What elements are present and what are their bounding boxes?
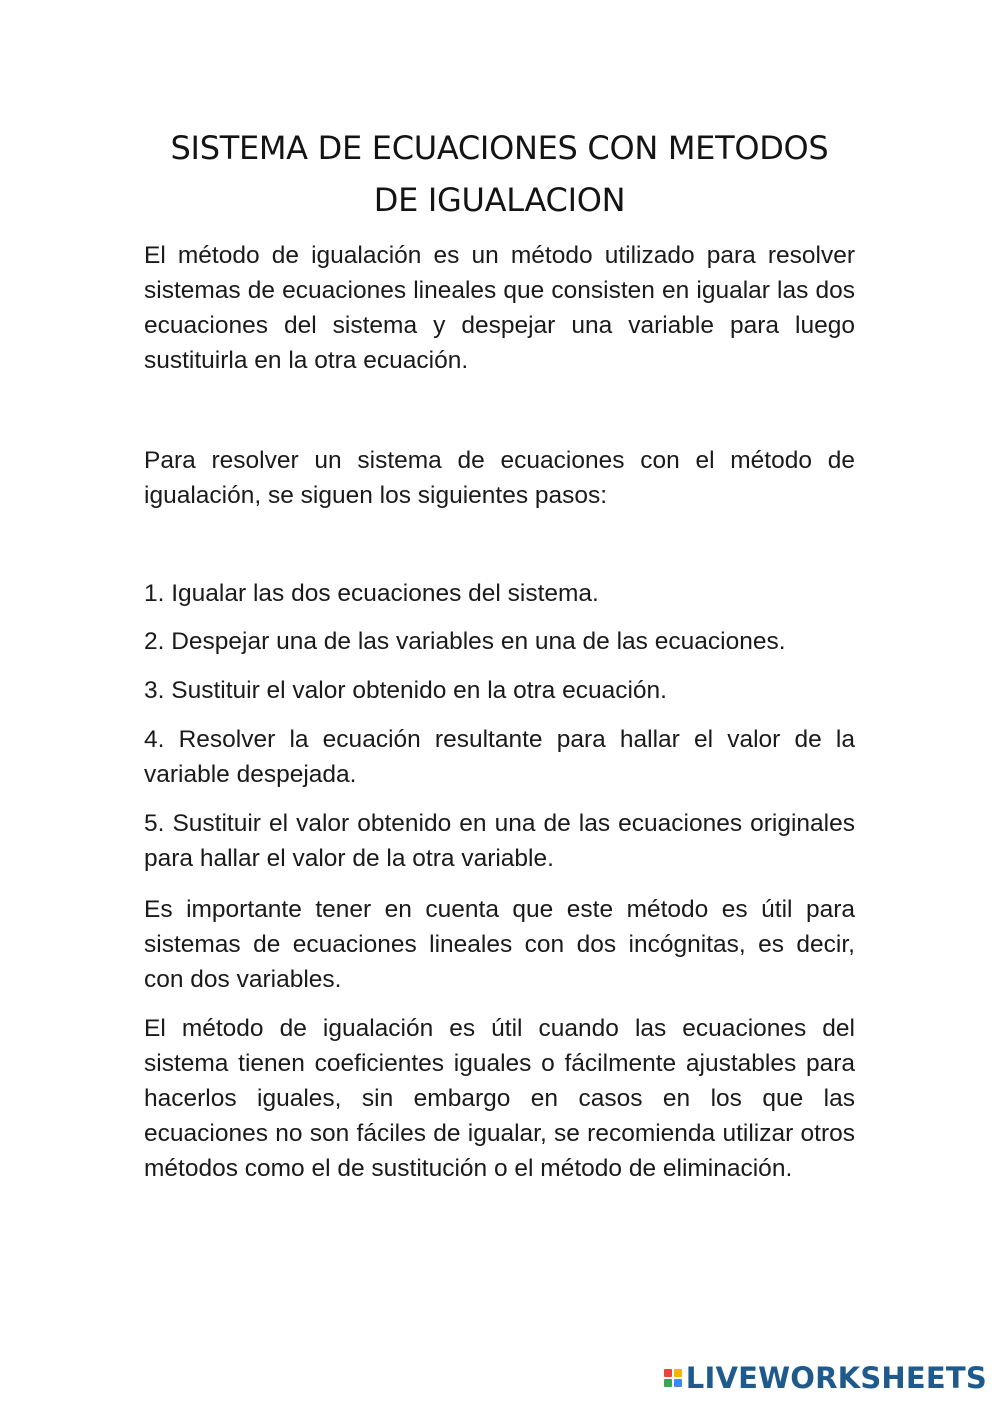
step-item-1: 1. Igualar las dos ecuaciones del sistema. [144, 580, 599, 607]
step-item-5: 5. Sustituir el valor obtenido en una de las ecuaciones originales para hallar el valor de la otra variable. [144, 810, 855, 872]
title-line-1: SISTEMA DE ECUACIONES CON METODOS [170, 129, 829, 167]
intro-paragraph: El método de igualación es un método utilizado para resolver sistemas de ecuaciones lineales que consisten en igualar las dos ecuaciones del sistema y despejar una variable para luego sustituirla en la otra ecuación. [144, 242, 855, 374]
steps-intro-paragraph: Para resolver un sistema de ecuaciones con el método de igualación, se siguen los siguientes pasos: [144, 447, 855, 509]
logo-square-yellow [674, 1369, 682, 1377]
liveworksheets-logo-text: LIVEWORKSHEETS [685, 1361, 987, 1395]
step-item-4: 4. Resolver la ecuación resultante para hallar el valor de la variable despejada. [144, 726, 855, 788]
logo-square-green [664, 1379, 672, 1387]
step-item-3: 3. Sustituir el valor obtenido en la otra ecuación. [144, 677, 667, 704]
step-item-2: 2. Despejar una de las variables en una de las ecuaciones. [144, 628, 786, 655]
liveworksheets-logo [664, 1363, 987, 1393]
page-title [140, 122, 859, 226]
logo-square-blue [674, 1379, 682, 1387]
logo-square-red [664, 1369, 672, 1377]
liveworksheets-logo-icon [664, 1369, 682, 1387]
title-line-2: DE IGUALACION [373, 181, 626, 219]
usage-paragraph: El método de igualación es útil cuando las ecuaciones del sistema tienen coeficientes iguales o fácilmente ajustables para hacerlos iguales, sin embargo en casos en los que las ecuaciones no son fáciles de igualar, se recomienda utilizar otros métodos como el de sustitución o el método de eliminación. [144, 1015, 855, 1182]
note-paragraph: Es importante tener en cuenta que este método es útil para sistemas de ecuaciones lineales con dos incógnitas, es decir, con dos variables. [144, 896, 855, 993]
